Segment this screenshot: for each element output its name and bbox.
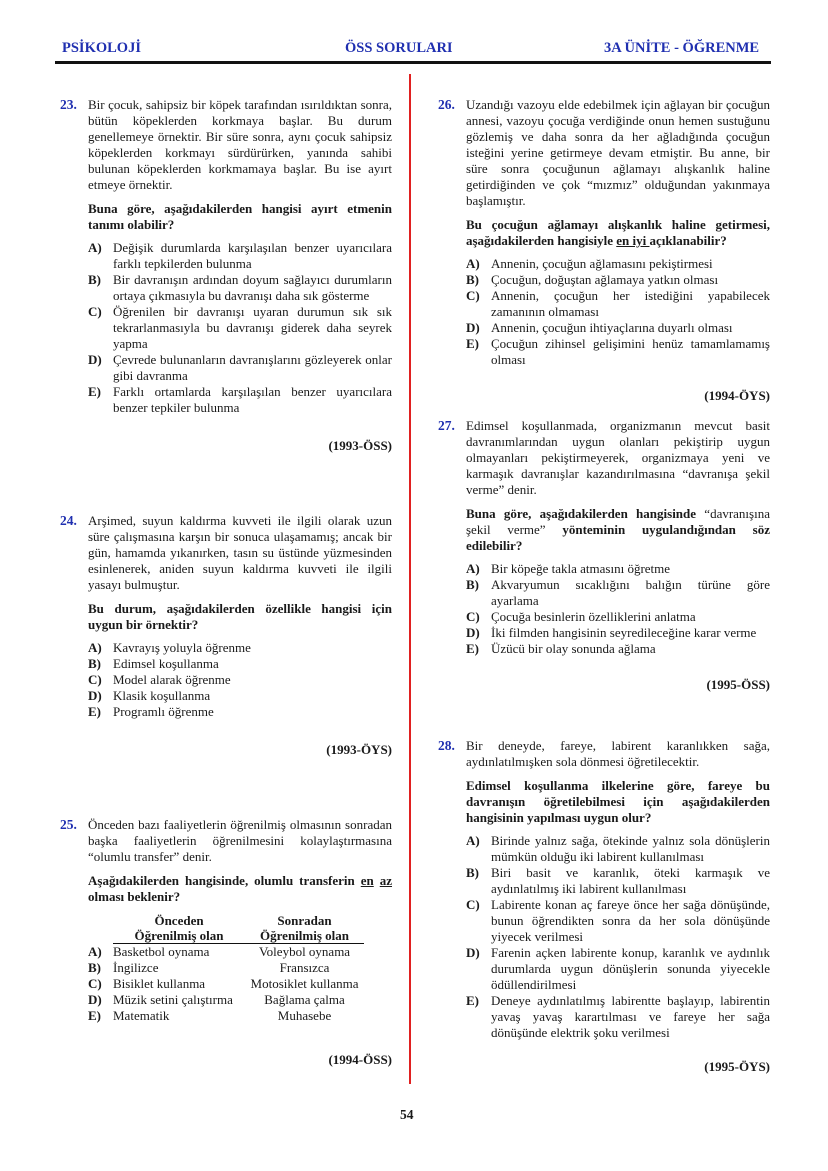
option-d[interactable]: [88, 688, 392, 704]
table-cell-before: İngilizce: [113, 960, 159, 975]
prompt-emphasis: az: [379, 873, 393, 888]
option-d[interactable]: [466, 320, 770, 336]
question-28: [438, 738, 770, 1075]
question-number: 27.: [438, 418, 455, 433]
option-label: A): [88, 943, 102, 959]
question-stem: Bir çocuk, sahipsiz bir köpek tarafından ısırıldıktan sonra, bütün köpeklerden korkmaya başlar. Bu durum genellemeye örnektir. Bir süre sonra, aynı çocuk sahipsiz köpeklerden korkmayı sürdürürken, yanında sahibi bulunan köpeklerden korkmamaya başlar. Bu ise ayırt etmeye örnektir.: [88, 97, 392, 192]
prompt-text: Bu çocuğun ağlamayı alışkanlık haline getirmesi, aşağıdakilerden hangisiyle: [466, 217, 770, 248]
table-header-after-2: Öğrenilmiş olan: [245, 928, 364, 944]
question-source: (1994-ÖYS): [704, 388, 770, 403]
prompt-text: yönteminin uygulandığından söz edilebilir?: [466, 522, 770, 553]
option-b[interactable]: [466, 577, 770, 609]
option-text: Çocuğa besinlerin özelliklerini anlatma: [491, 609, 696, 624]
option-label: D): [88, 992, 102, 1007]
table-cell-after: Fransızca: [279, 960, 330, 975]
options-list: [466, 256, 770, 368]
table-cell-after: Muhasebe: [277, 1008, 332, 1023]
question-source: (1995-ÖYS): [704, 1059, 770, 1074]
table-header-spacer: [88, 913, 113, 928]
option-label: D): [466, 625, 480, 640]
option-c[interactable]: [466, 288, 770, 320]
question-number: 25.: [60, 817, 77, 832]
table-header-before-2: Öğrenilmiş olan: [113, 928, 245, 944]
option-text: Bir köpeğe takla atmasını öğretme: [491, 561, 671, 576]
option-a[interactable]: [88, 240, 392, 272]
option-text: Bir davranışın ardından doyum sağlayıcı durumların ortaya çıkmasıyla bu davranışı daha sık gösterme: [113, 272, 392, 303]
question-prompt: Buna göre, aşağıdakilerden hangisi ayırt etmenin tanımı olabilir?: [88, 201, 392, 232]
option-d[interactable]: [466, 625, 770, 641]
question-number: 23.: [60, 97, 77, 112]
table-cell-after: Voleybol oynama: [258, 944, 351, 959]
option-label: C): [466, 897, 480, 912]
option-c[interactable]: [88, 304, 392, 352]
option-text: Annenin, çocuğun her istediğini yapabilecek zamanının olmaması: [491, 288, 770, 319]
options-list: [88, 240, 392, 416]
option-text: Akvaryumun sıcaklığını balığın türüne göre ayarlama: [491, 577, 770, 608]
option-text: Farklı ortamlarda karşılaşılan benzer uyarıcılara benzer tepkiler bulunma: [113, 384, 392, 415]
question-stem: Önceden bazı faaliyetlerin öğrenilmiş olmasının sonradan başka faaliyetlerin öğrenilmesini kolaylaştırmasına “olumlu transfer” denir.: [88, 817, 392, 864]
question-prompt: Bu durum, aşağıdakilerden özellikle hangisi için uygun bir örnektir?: [88, 601, 392, 632]
table-header-spacer: [88, 928, 113, 944]
option-label: D): [88, 688, 102, 703]
table-header-after-1: Sonradan: [277, 913, 332, 928]
option-text: Birinde yalnız sağa, ötekinde yalnız sola dönüşlerin mümkün olduğu iki labirent kullanılması: [491, 833, 770, 864]
transfer-table: [88, 913, 364, 1024]
option-e[interactable]: [466, 993, 770, 1041]
option-label: E): [466, 993, 479, 1008]
table-cell-before: Basketbol oynama: [113, 944, 210, 959]
question-prompt: [466, 217, 770, 249]
option-text: Model alarak öğrenme: [113, 672, 231, 687]
question-25: [60, 817, 392, 1068]
table-cell-after: Bağlama çalma: [264, 992, 345, 1007]
option-text: Öğrenilen bir davranışı uyaran durumun sık sık tekrarlanmasıyla bu davranışı giderek daha seyrek yapma: [113, 304, 392, 351]
option-b[interactable]: [88, 272, 392, 304]
question-stem: Bir deneyde, fareye, labirent karanlıkken sağa, aydınlatılmışken sola dönmesi öğretilecektir.: [466, 738, 770, 769]
option-label: E): [466, 336, 479, 351]
prompt-emphasis: en: [360, 873, 374, 888]
question-24: [60, 513, 392, 758]
option-label: E): [88, 704, 101, 719]
question-26: [438, 97, 770, 404]
options-list: [88, 640, 392, 720]
table-cell-after: Motosiklet kullanma: [250, 976, 359, 991]
question-source: (1995-ÖSS): [706, 677, 770, 692]
option-d[interactable]: [466, 945, 770, 993]
header-subject: PSİKOLOJİ: [62, 40, 141, 56]
question-27: [438, 418, 770, 693]
option-text: Çocuğun, doğuştan ağlamaya yatkın olması: [491, 272, 719, 287]
header-unit: 3A ÜNİTE - ÖĞRENME: [604, 40, 760, 56]
option-label: D): [466, 320, 480, 335]
option-d[interactable]: [88, 352, 392, 384]
prompt-text: açıklanabilir?: [649, 233, 727, 248]
table-cell-before: Bisiklet kullanma: [113, 976, 206, 991]
option-label: B): [466, 865, 479, 880]
option-label: B): [88, 960, 101, 975]
column-divider: [409, 74, 411, 1084]
option-c[interactable]: [466, 609, 770, 625]
option-text: Biri basit ve karanlık, öteki karmaşık ve aydınlatılmış iki labirent kullanılması: [491, 865, 770, 896]
option-label: B): [88, 272, 101, 287]
option-label: B): [466, 577, 479, 592]
option-b[interactable]: [88, 656, 392, 672]
option-text: Deneye aydınlatılmış labirentte başlayıp, labirentin yavaş yavaş karartılması ve fareye her sağa dönüşünde elektrik şoku verilmesi: [491, 993, 770, 1040]
table-row[interactable]: [88, 1008, 364, 1024]
option-label: C): [466, 609, 480, 624]
table-row[interactable]: [88, 944, 364, 961]
question-prompt: [466, 506, 770, 554]
option-e[interactable]: [466, 641, 770, 657]
option-b[interactable]: [466, 865, 770, 897]
option-a[interactable]: [466, 833, 770, 865]
option-text: Annenin, çocuğun ihtiyaçlarına duyarlı olması: [491, 320, 733, 335]
option-c[interactable]: [88, 672, 392, 688]
option-label: D): [88, 352, 102, 367]
option-a[interactable]: [88, 640, 392, 656]
option-e[interactable]: [88, 704, 392, 720]
option-label: C): [88, 672, 102, 687]
option-label: E): [88, 384, 101, 399]
prompt-text: Buna göre, aşağıdakilerden hangisinde: [466, 506, 705, 521]
question-prompt: Edimsel koşullanma ilkelerine göre, fareye bu davranışın öğretilebilmesi için aşağıdakilerden hangisinin yapılması uygun olur?: [466, 778, 770, 825]
question-prompt: [88, 873, 392, 905]
option-text: Klasik koşullanma: [113, 688, 211, 703]
option-text: Kavrayış yoluyla öğrenme: [113, 640, 251, 655]
question-stem: Uzandığı vazoyu elde edebilmek için ağlayan bir çocuğun annesi, vazoyu çocuğa verdiğinde onun hemen sustuğunu gözlemiş ve daha sonra da her ağladığında çocuğun isteğini yerine getirmeye devam etmiştir. Bu anne, bir süre sonra çocuğunun ağlamayı alışkanlık haline getirdiğinden ve çok “mızmız” olduğundan yakınmaya başlamıştır.: [466, 97, 770, 208]
option-a[interactable]: [466, 561, 770, 577]
question-stem: Edimsel koşullanmada, organizmanın mevcut basit davranımlarından uygun olanları pekiştirip uygun olmayanları pekiştirmeyerek, organizmaya yeni ve karmaşık davranışlar kazandırılmasına “davranışa şekil verme” denir.: [466, 418, 770, 497]
option-text: Değişik durumlarda karşılaşılan benzer uyarıcılara farklı tepkilerden bulunma: [113, 240, 392, 271]
option-text: Çocuğun zihinsel gelişimini henüz tamamlamamış olması: [491, 336, 770, 367]
option-text: Farenin açken labirente konup, karanlık ve aydınlık durumlarda uygun dönüşlerin sonunda yiyecekle ödüllendirilmesi: [491, 945, 770, 992]
prompt-text: olması beklenir?: [88, 889, 181, 904]
table-cell-before: Matematik: [113, 1008, 170, 1023]
option-text: Labirente konan aç fareye önce her sağa dönüşünde, bunun öğrendikten sonra da her sola dönüşünde yiyecek verilmesi: [491, 897, 770, 944]
question-number: 28.: [438, 738, 455, 753]
option-label: A): [88, 240, 102, 255]
option-b[interactable]: [466, 272, 770, 288]
option-label: A): [466, 256, 480, 271]
option-text: Annenin, çocuğun ağlamasını pekiştirmesi: [491, 256, 713, 271]
option-label: C): [88, 304, 102, 319]
option-label: B): [466, 272, 479, 287]
option-label: B): [88, 656, 101, 671]
option-text: Çevrede bulunanların davranışlarını gözleyerek onlar gibi davranma: [113, 352, 392, 383]
options-list: [466, 561, 770, 657]
question-23: [60, 97, 392, 454]
table-header-before-1: Önceden: [154, 913, 204, 928]
question-source: (1993-ÖYS): [326, 742, 392, 757]
option-label: E): [88, 1008, 101, 1023]
option-text: İki filmden hangisinin seyredileceğine karar verme: [491, 625, 757, 640]
question-source: (1994-ÖSS): [328, 1052, 392, 1067]
question-number: 26.: [438, 97, 455, 112]
option-label: A): [466, 561, 480, 576]
option-label: C): [88, 976, 102, 991]
page-number: 54: [400, 1107, 414, 1122]
header-title: ÖSS SORULARI: [345, 40, 453, 56]
table-cell-before: Müzik setini çalıştırma: [113, 992, 233, 1007]
options-list: [466, 833, 770, 1041]
option-label: E): [466, 641, 479, 656]
header-rule: [55, 61, 771, 64]
option-text: Edimsel koşullanma: [113, 656, 219, 671]
option-e[interactable]: [88, 384, 392, 416]
prompt-text: Aşağıdakilerden hangisinde, olumlu transferin: [88, 873, 361, 888]
table-row[interactable]: [88, 992, 364, 1008]
option-c[interactable]: [466, 897, 770, 945]
option-label: A): [88, 640, 102, 655]
table-row[interactable]: [88, 976, 364, 992]
prompt-emphasis: en iyi: [616, 233, 650, 248]
option-label: D): [466, 945, 480, 960]
question-number: 24.: [60, 513, 77, 528]
question-stem: Arşimed, suyun kaldırma kuvveti ile ilgili olarak uzun süre çalışmasına karşın bir sonuca ulaşamamış; ancak bir gün, hamamda yıkanırken, tasın su üstünde yüzmesinden esinlenerek, aniden suyun kaldırma kuvveti ile ilgili yasayı bulmuştur.: [88, 513, 392, 592]
option-text: Programlı öğrenme: [113, 704, 214, 719]
prompt-quote: “davranışına şekil verme”: [466, 506, 770, 537]
option-label: A): [466, 833, 480, 848]
table-row[interactable]: [88, 960, 364, 976]
question-source: (1993-ÖSS): [328, 438, 392, 453]
option-label: C): [466, 288, 480, 303]
option-text: Üzücü bir olay sonunda ağlama: [491, 641, 656, 656]
option-a[interactable]: [466, 256, 770, 272]
option-e[interactable]: [466, 336, 770, 368]
